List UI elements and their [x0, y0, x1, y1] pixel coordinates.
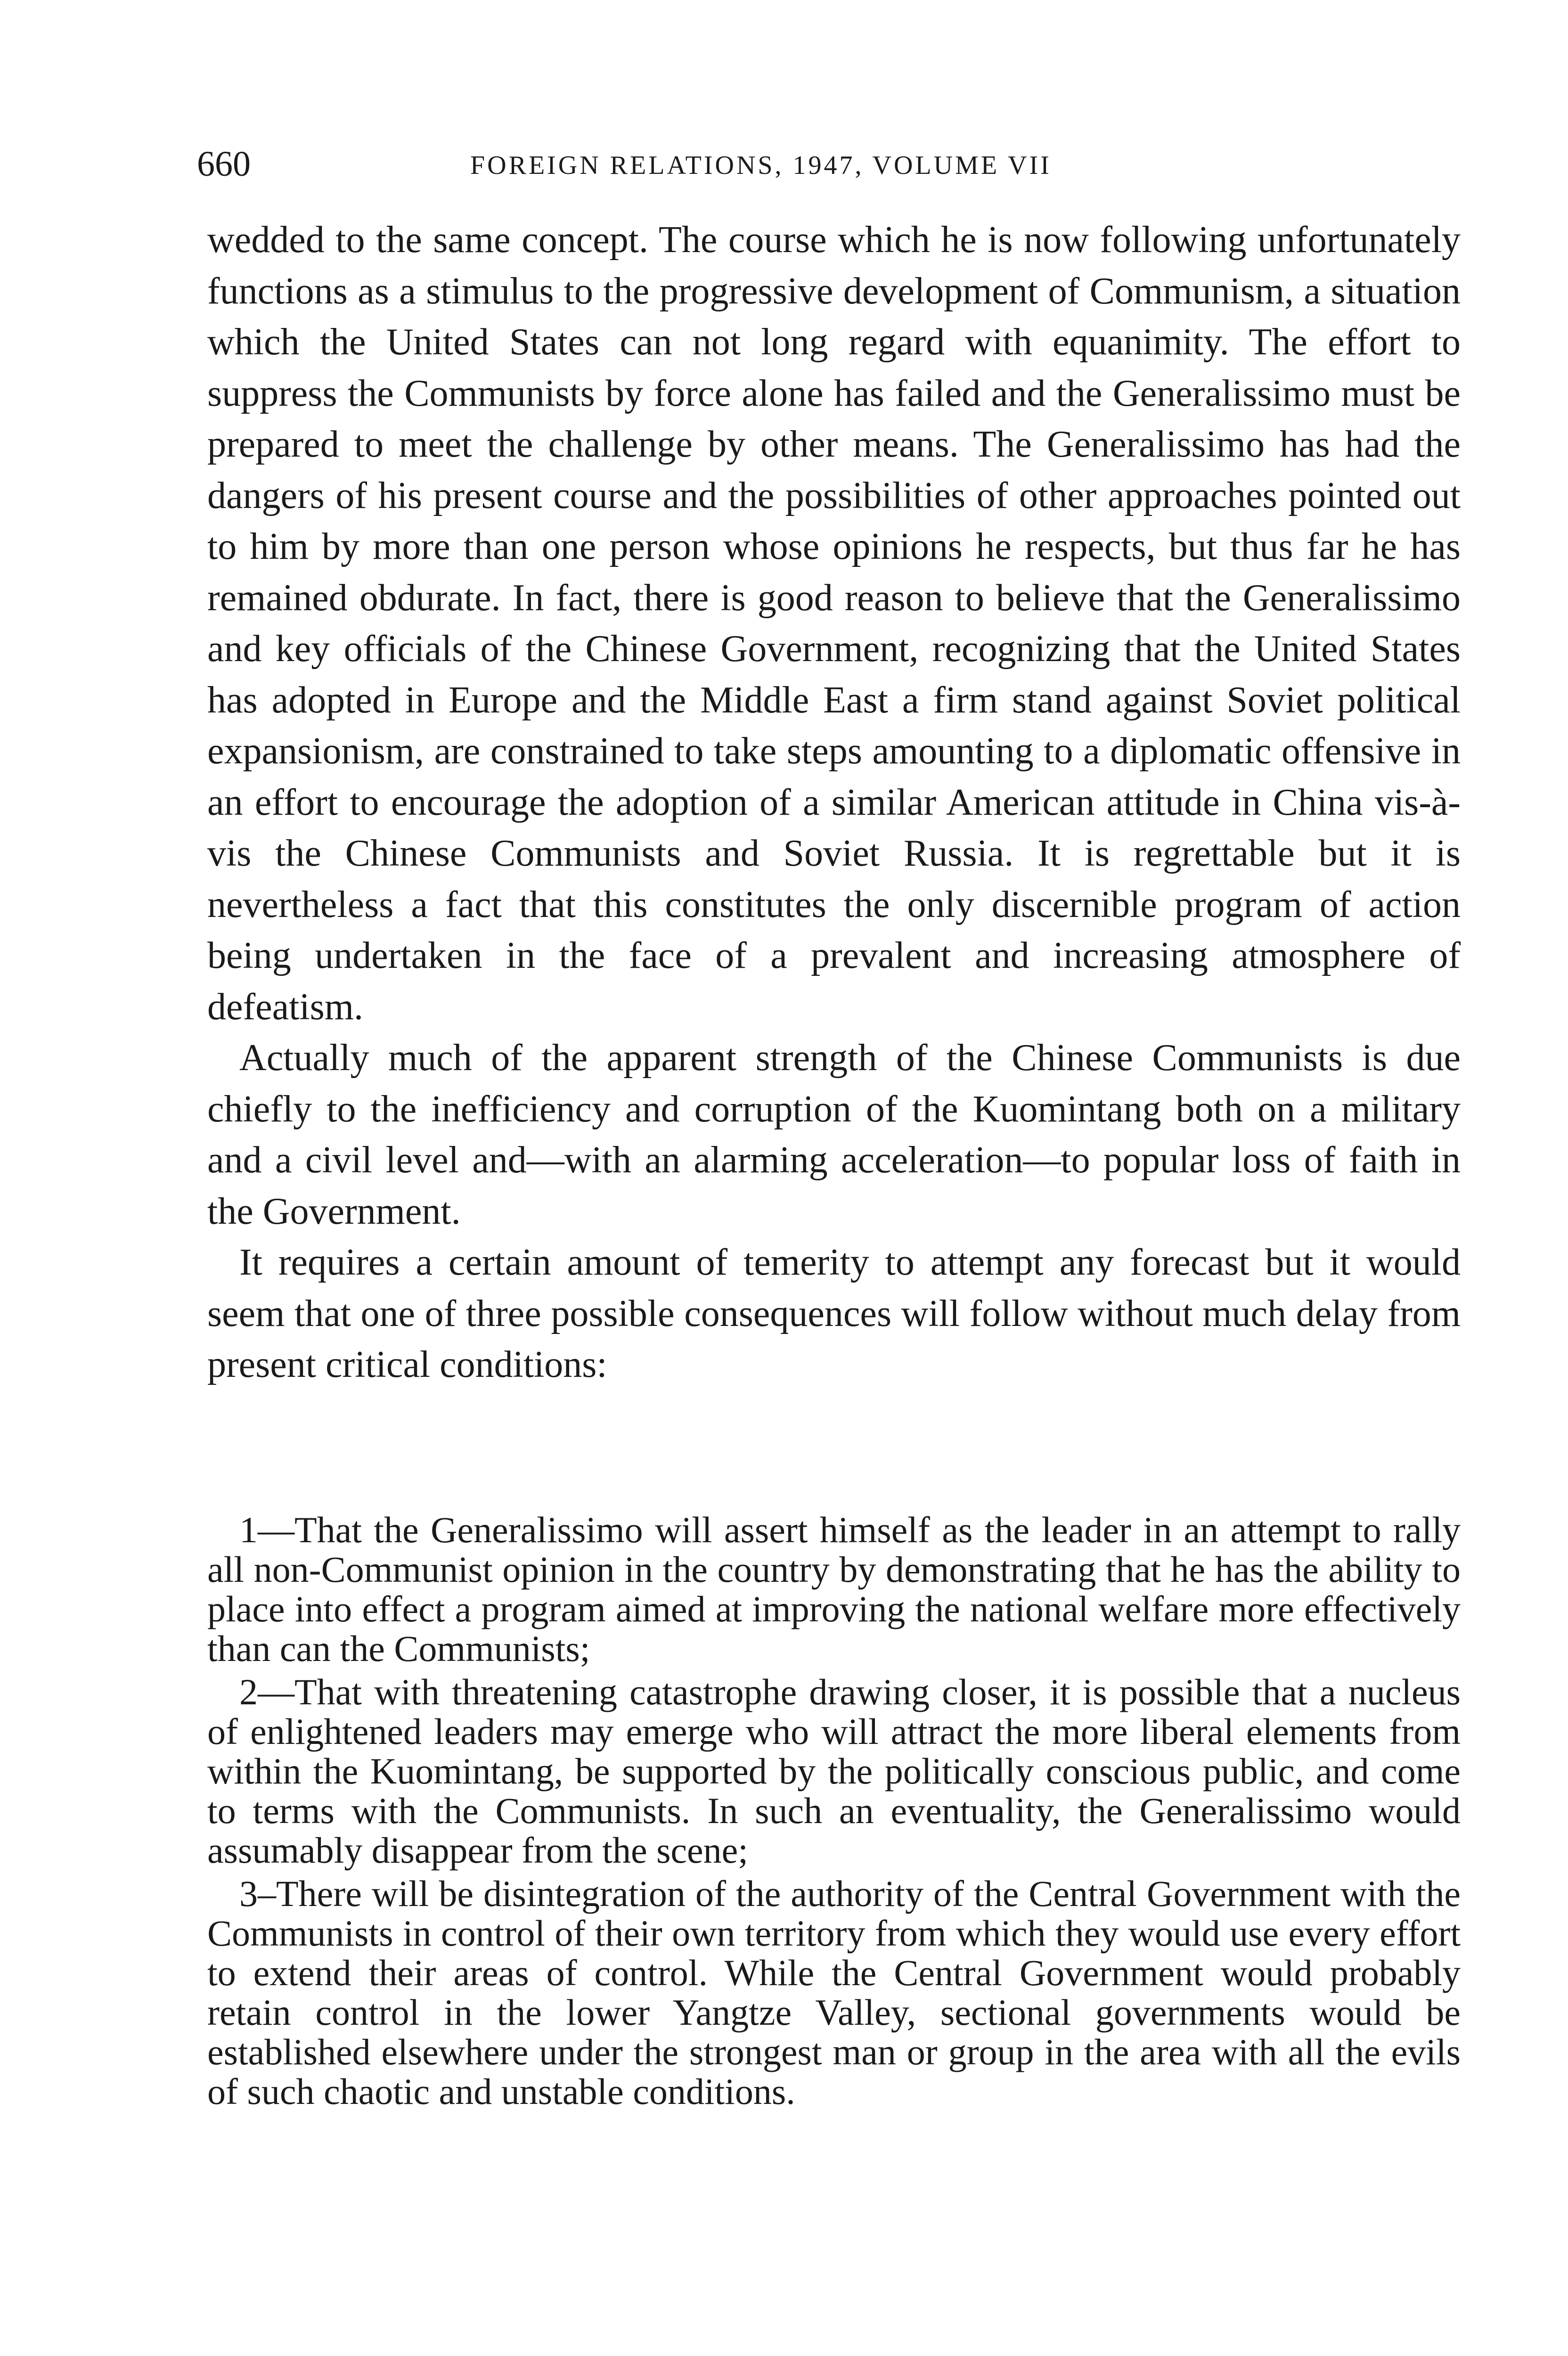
paragraph-continued: wedded to the same concept. The course which he is now following unfortunately functions as a stimulus to the progressive development of Communism, a situation which the United States can not long regard with equanimity. The effort to suppress the Communists by force alone has failed and the Generalissimo must be prepared to meet the challenge by other means. The Generalissimo has had the dangers of his present course and the possibilities of other approaches pointed out to him by more than one person whose opinions he respects, but thus far he has remained obdurate. In fact, there is good reason to believe that the Generalissimo and key officials of the Chinese Government, recognizing that the United States has adopted in Europe and the Middle East a firm stand against Soviet political expansionism, are constrained to take steps amounting to a diplomatic offensive in an effort to encourage the adoption of a similar American attitude in China vis-à-vis the Chinese Communists and Soviet Russia. It is regrettable but it is nevertheless a fact that this constitutes the only discernible program of action being undertaken in the face of a prevalent and increasing atmosphere of defeatism. [207, 219, 1461, 1028]
running-title: FOREIGN RELATIONS, 1947, VOLUME VII [470, 151, 1052, 180]
page-header [197, 140, 1469, 188]
consequences-list [207, 1510, 1461, 2115]
body-text [207, 214, 1461, 1391]
page-number: 660 [197, 144, 251, 184]
list-item: 1—That the Generalissimo will assert himself as the leader in an attempt to rally all non-Communist opinion in the country by demonstrating that he has the ability to place into effect a program aimed at improving the national welfare more effectively than can the Communists; [207, 1509, 1461, 1669]
paragraph-forecast: It requires a certain amount of temerity to attempt any forecast but it would seem that one of three possible consequences will follow without much delay from present critical conditions: [207, 1242, 1461, 1385]
list-item: 2—That with threatening catastrophe drawing closer, it is possible that a nucleus of enlightened leaders may emerge who will attract the more liberal elements from within the Kuomintang, be supported by the politically conscious public, and come to terms with the Communists. In such an eventuality, the Generalissimo would assumably disappear from the scene; [207, 1671, 1461, 1871]
list-item: 3–There will be disintegration of the authority of the Central Government with the Communists in control of their own territory from which they would use every effort to extend their areas of control. While the Central Government would probably retain control in the lower Yangtze Valley, sectional governments would be established elsewhere under the strongest man or group in the area with all the evils of such chaotic and unstable conditions. [207, 1873, 1461, 2112]
paragraph-kuomintang: Actually much of the apparent strength of the Chinese Communists is due chiefly to the inefficiency and corruption of the Kuomintang both on a military and a civil level and—with an alarming acceleration—to popular loss of faith in the Government. [207, 1037, 1461, 1232]
